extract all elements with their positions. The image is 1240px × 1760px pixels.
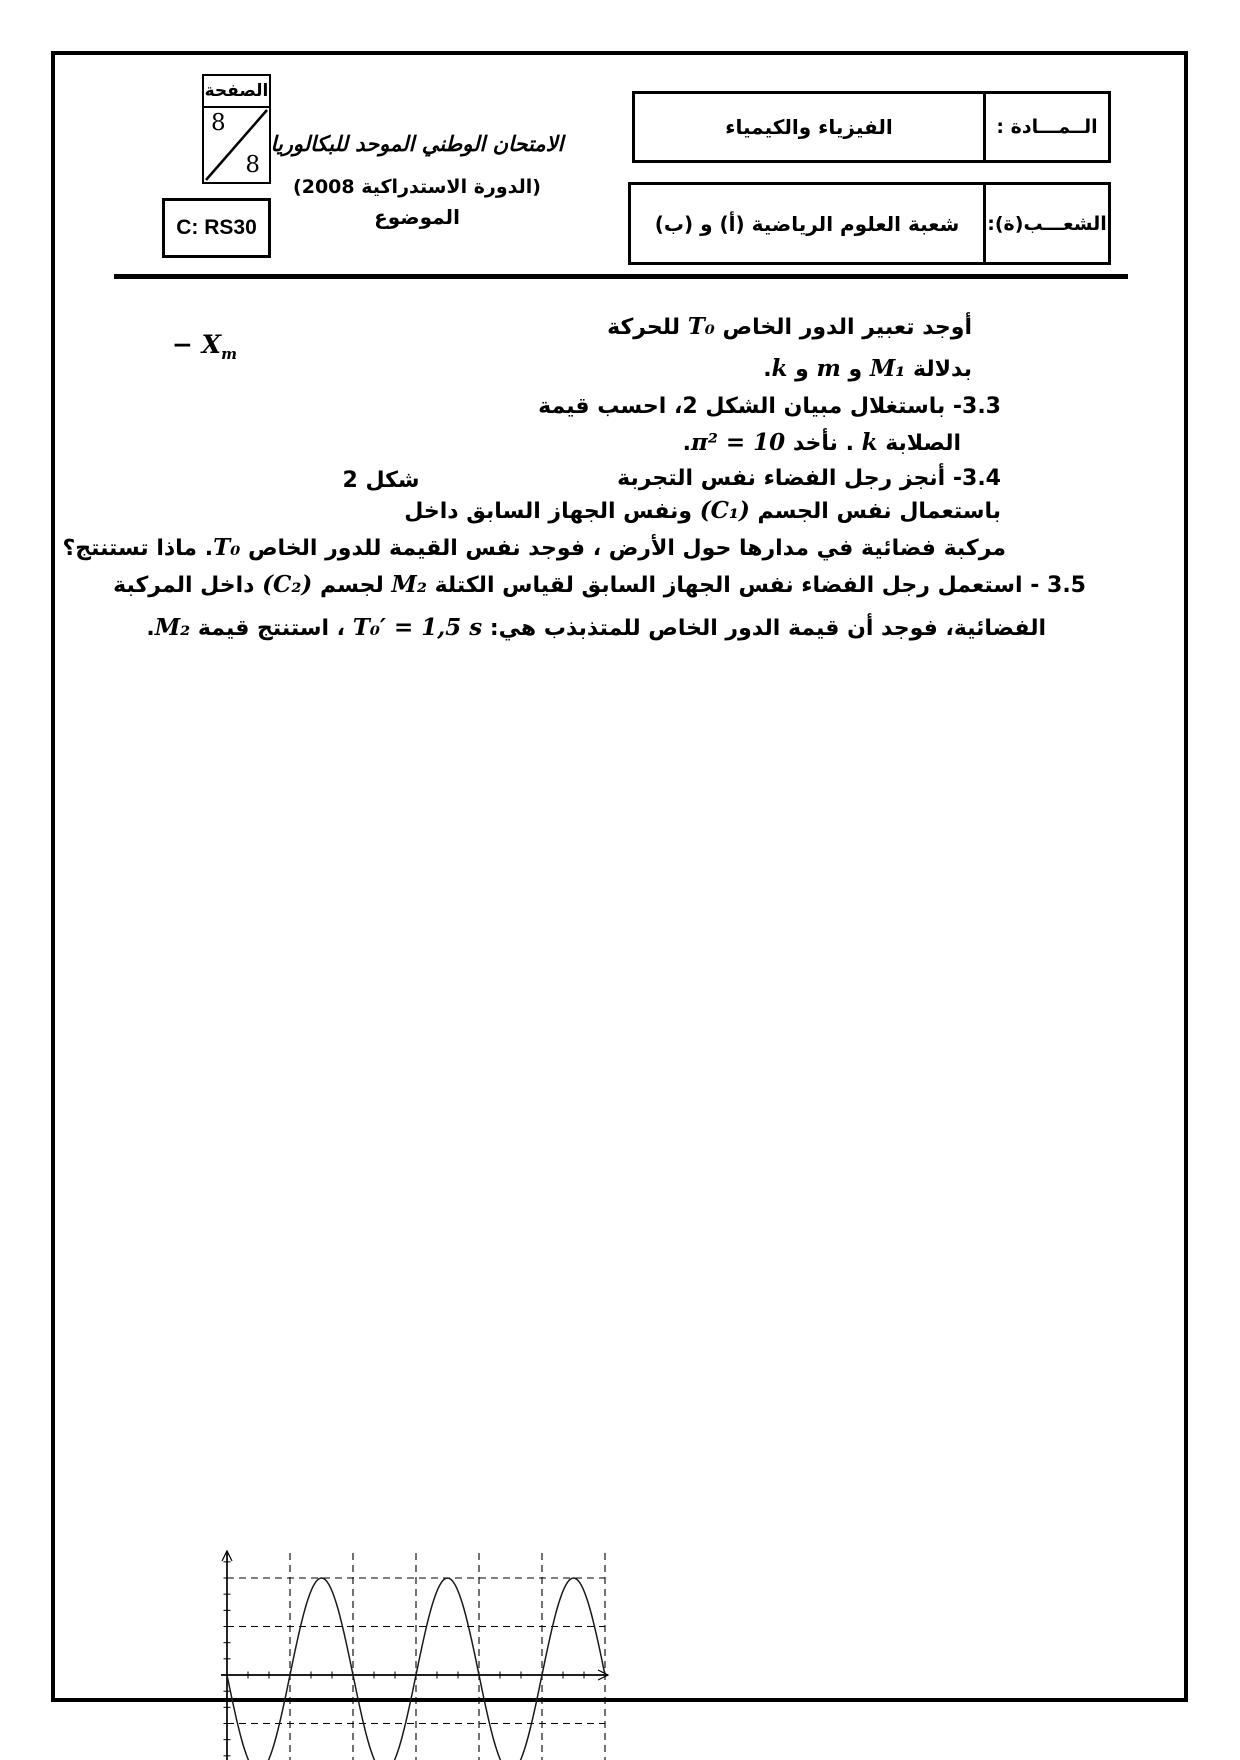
- branch-label: الشعـــب(ة):: [983, 185, 1108, 262]
- math-expression: T₀′ = 1,5 s: [352, 614, 483, 641]
- arabic-text: .: [146, 616, 155, 641]
- page-current: 8: [211, 110, 226, 136]
- math-expression: m: [816, 355, 841, 382]
- arabic-text: - استعمل رجل الفضاء نفس الجهاز السابق لقياس الكتلة: [426, 573, 1048, 598]
- arabic-text: الصلابة: [877, 431, 961, 456]
- question-line-1: [607, 310, 972, 345]
- math-expression: 3.5: [1047, 573, 1086, 598]
- page-label-text: الصفحة: [204, 81, 269, 101]
- math-expression: (C₁): [699, 497, 750, 524]
- arabic-text: ونفس الجهاز السابق داخل: [404, 499, 700, 524]
- math-expression: M₁: [869, 355, 906, 382]
- subject-table: [632, 91, 1111, 163]
- question-line-6: [404, 494, 1001, 529]
- question-line-3-3: [538, 390, 1001, 424]
- arabic-text: بدلالة: [905, 357, 972, 382]
- page-number-box-label: [202, 74, 271, 108]
- figure2-neg-xm-label: [172, 330, 237, 363]
- neg-xm-sub: m: [221, 345, 237, 363]
- exam-session: (الدورة الاستدراكية 2008): [293, 176, 541, 198]
- figure2-graph: [200, 1540, 640, 1760]
- arabic-text: .: [763, 357, 772, 382]
- question-line-3-4: [617, 462, 1001, 496]
- branch-table: [628, 182, 1111, 265]
- math-expression: 3.4: [962, 466, 1001, 491]
- figure2-caption: شكل 2: [342, 468, 420, 493]
- arabic-text: - أنجز رجل الفضاء نفس التجربة: [617, 466, 963, 491]
- arabic-text: . ماذا تستنتج؟: [62, 536, 214, 561]
- arabic-text: . نأخد: [785, 431, 862, 456]
- arabic-text: و: [840, 357, 870, 382]
- branch-value: شعبة العلوم الرياضية (أ) و (ب): [654, 211, 960, 236]
- math-expression: k: [771, 355, 788, 382]
- arabic-text: للحركة: [607, 315, 688, 340]
- document-type: الموضوع: [374, 205, 460, 229]
- question-line-2: [763, 352, 972, 387]
- math-expression: T₀: [687, 313, 715, 340]
- arabic-text: .: [682, 431, 691, 456]
- arabic-text: باستعمال نفس الجسم: [749, 499, 1001, 524]
- arabic-text: لجسم: [312, 573, 392, 598]
- page-border: [51, 51, 1188, 1702]
- arabic-text: داخل المركبة: [113, 573, 263, 598]
- math-expression: M₂: [391, 571, 427, 598]
- question-line-3-5: [113, 568, 1086, 603]
- arabic-text: الفضائية، فوجد أن قيمة الدور الخاص للمتذبذب هي:: [482, 616, 1046, 641]
- math-expression: (C₂): [262, 571, 313, 598]
- math-expression: T₀: [213, 534, 241, 561]
- arabic-text: - باستغلال مبيان الشكل 2، احسب قيمة: [538, 394, 963, 419]
- exam-code-text: C: RS30: [176, 216, 257, 239]
- arabic-text: أوجد تعبير الدور الخاص: [714, 315, 972, 340]
- exam-title: الامتحان الوطني الموحد للبكالوريا: [270, 132, 564, 156]
- question-line-9: [146, 611, 1046, 646]
- math-expression: π² = 10: [690, 429, 786, 456]
- header-divider-rule: [114, 274, 1128, 279]
- math-expression: M₂: [154, 614, 191, 641]
- arabic-text: مركبة فضائية في مدارها حول الأرض ، فوجد نفس القيمة للدور الخاص: [240, 536, 1006, 561]
- neg-xm-main: − X: [172, 330, 222, 359]
- arabic-text: ، استنتج قيمة: [190, 616, 353, 641]
- subject-value: الفيزياء والكيمياء: [725, 115, 893, 139]
- question-line-4: [683, 426, 961, 461]
- math-expression: k: [861, 429, 878, 456]
- math-expression: 3.3: [962, 394, 1001, 419]
- question-line-7: [62, 531, 1006, 566]
- page-total: 8: [245, 152, 260, 178]
- arabic-text: و: [787, 357, 817, 382]
- subject-label: الــمـــادة :: [983, 94, 1108, 160]
